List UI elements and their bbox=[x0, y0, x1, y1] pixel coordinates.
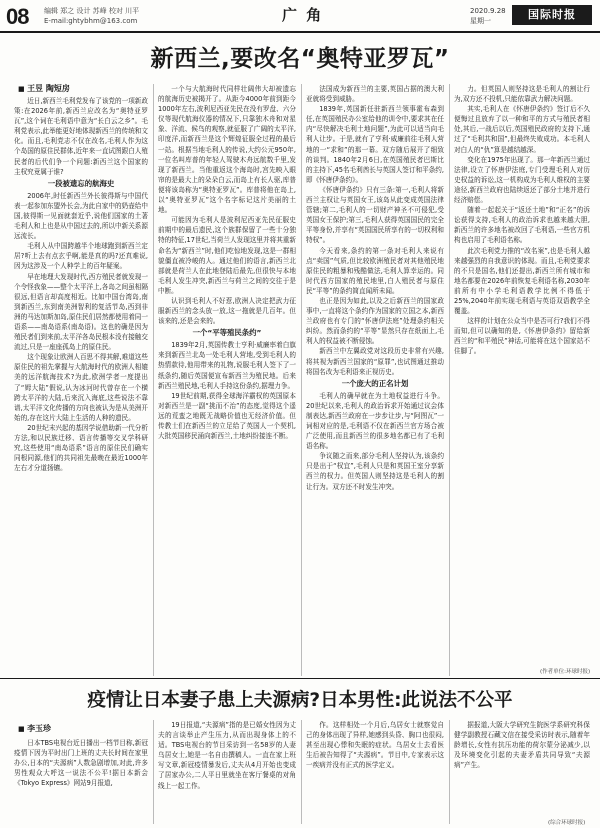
paragraph: 《怀唐伊条约》只有三条:第一,毛利人将新西兰主权让与英国女王,该岛从此变成英国法律管辖;第二,毛利人的一切财产神圣不可侵犯,受英国女王保护;第三,毛利人获得英国国民的完全平等身份,并享有“英国国民所享有的一切权利和特权”。 bbox=[306, 185, 444, 245]
paragraph: 近日,新西兰毛利党发布了该党的一项新政策:在2026年前,新西兰应改名为“奥特亚罗瓦”,这个词在毛利语中意为“长白云之乡”。毛利党表示,此举能更好地体现新西兰的传统和文化。而且,毛利党志不仅在改名,毛利人作为这个岛国的原住民群体,近年来一直试图跟白人殖民者的后代们争一个问题:新西兰这个国家的主权究竟属于谁? bbox=[14, 97, 148, 176]
article2-column-1 bbox=[14, 738, 148, 824]
date-line: 2020.9.28 bbox=[470, 7, 506, 15]
article1-column-2 bbox=[158, 84, 296, 676]
article1-credit: (作者单位:环球时报) bbox=[540, 669, 591, 675]
weekday-line: 星期一 bbox=[470, 17, 491, 25]
paragraph: 这样的计划在公众当中是否可行?我们不得而知,但可以确知的是,《怀唐伊条约》留给新西兰的“和平殖民”神话,可能将在这个国家站不住脚了。 bbox=[454, 317, 590, 356]
column-divider bbox=[301, 720, 302, 824]
paragraph: 其实,毛利人在《怀唐伊条约》签订后不久便悔过且放弃了以一种和平的方式与殖民者相处,其后,一战后以后,英国殖民政府的支持下,通过了“毛利共和国”,但最终失败成功。本毛利人对白人的“仇”算是越结越深。 bbox=[454, 105, 590, 154]
paragraph: 毛利人从中国跨越半个地球跑到新西兰定居?听上去有点玄乎啊,能是真的吗?还真难说,因为这涉及一个人种学上的百年疑案。 bbox=[14, 242, 148, 271]
paragraph: 20世纪末兴起的基因学说借助新一代分析方法,和以民族迁移、语言传播等交叉学科研究,这些使用“南岛语系”语言的原住民们确实同根同源,他们的共同祖先最晚在最近1000年左右才分道扬镳。 bbox=[14, 423, 148, 473]
subheading: 一个“平等殖民条约” bbox=[192, 328, 262, 338]
paragraph: 据报道,大阪大学研究生院医学系研究科保健学副教授石藏文信在接受采访时表示,随着年龄增长,女性有抗压功能的荷尔蒙分泌减少,以及环境变化引起的夫妻矛盾共同导致“夫源病”产生。 bbox=[454, 721, 590, 770]
paragraph: 随着一起起关于“返还土地”和“正名”的诉讼获得支持,毛利人的政治诉求也越来越大胆,新西兰的许多地名被改回了毛利语,一些官方机构也启用了毛利语名称。 bbox=[454, 206, 590, 245]
article1-column-1 bbox=[14, 96, 148, 676]
paragraph: 毛利人的确早就在为土地权益进行斗争。20世纪以来,毛利人的政治诉求开始通过议会体制表达,新西兰政府在一步步让步,与“阿图瓦”一词相对应的是,毛利语不仅在新西兰官方场合被广泛使用,而且新西兰的很多地名都已有了毛利语名称。 bbox=[306, 391, 444, 451]
paragraph: 今天看来,条约的第一条对毛利人来说有点“卖国”气质,但比较欧洲殖民者对其他殖民地原住民的粗暴和残酷做法,毛利人算幸运的。同时代西方国家的殖民地里,白人殖民者与原住民“平等”的条约简直闻所未闻。 bbox=[306, 246, 444, 295]
article2-column-4 bbox=[454, 720, 590, 816]
column-divider bbox=[153, 720, 154, 824]
paragraph: 法国成为新西兰的主要,英国占据的澳大利亚就将受到威胁。 bbox=[306, 85, 444, 104]
newspaper-logo: 国际时报 bbox=[512, 5, 592, 25]
paragraph: 争议随之而来,部分毛利人坚持认为,该条约只是出于“权宜”,毛利人只是和英国王室分享新西兰的权力。但英国人则坚持这是毛利人的割让行为。双方还不时发生冲突。 bbox=[306, 452, 444, 491]
paragraph: 变化在1975年出现了。那一年新西兰通过法律,设立了怀唐伊法庭,专门受理毛利人对历史权益的诉讼,这一机构成为毛利人维权的主要途径,新西兰政府也陆续返还了部分土地并进行经济赔偿。 bbox=[454, 155, 590, 205]
article2-byline: ■ 李玉珍 bbox=[18, 723, 51, 734]
article2-column-2 bbox=[158, 720, 296, 824]
article2-credit: (综合环球时报) bbox=[548, 820, 586, 826]
editor-info bbox=[44, 6, 139, 26]
editor-line: 编辑 郑之 设计 苏峰 校对 川平 bbox=[44, 7, 140, 15]
column-divider bbox=[449, 84, 450, 676]
subheading: 一段被遗忘的航海史 bbox=[47, 178, 115, 188]
paragraph: 19日报道,“夫源病”指的是已婚女性因为丈夫的言谈举止产生压力,从而出现身体上的不适。TBS电视台的节目采访到一名58岁的人妻乌居女士,她是一名自由撰稿人。一直在家上班写文章,新冠疫情暴发后,丈夫从4月开始也变成了居家办公,二人平日里就坐在客厅餐桌的对角线上一起工作。 bbox=[158, 721, 296, 790]
paragraph: 19世纪前期,获得全球海洋霸权的英国原本对新西兰是一副“挑而不治”的态度,觉得这个遥远的荒蛮之地既无战略价值也无经济价值。但传教士们在新西兰的立足给了英国人一个契机,大批英国移民涌向新西兰,土地纠纷接连不断。 bbox=[158, 391, 296, 441]
article1-column-4 bbox=[454, 84, 590, 666]
page-header bbox=[0, 0, 600, 34]
paragraph: 认识到毛利人不好惹,欧洲人决定把武力征服新西兰的念头放一放,这一拖就是几百年。但该来的,还是会来的。 bbox=[158, 296, 296, 326]
column-divider bbox=[449, 720, 450, 824]
paragraph: 1839年,英国新任驻新西兰领事霍布森到任,在英国殖民办公室给他的训令中,要求其在任内“尽快解决毛利土地问题”,为此可以适当向毛利人让步。于是,就有了亨利·威廉前往毛利人营地的一“求和”的那一幕。双方随后展开了细致的谈判。1840年2月6日,在英国殖民者巴斯比的主持下,45名毛利酋长与英国人签订和平条约,即《怀唐伊条约》。 bbox=[306, 105, 444, 184]
paragraph: 早在地理大发现时代,西方殖民者就发现一个令怪我象——整个太平洋上,各岛之间虽相隔很远,但语言却高度相近。比如中国台湾岛,南到新西兰,东到南美洲智利的复活节岛,西到非洲的马达加斯加岛,原住民们居然都使用着同一语系——南岛语系(南岛语)。这也的确是因为殖民者们到来前,太平洋各岛民根本没有接触交流过,只是一座座孤岛上的原住民。 bbox=[14, 272, 148, 352]
article2-column-3 bbox=[306, 720, 444, 824]
paragraph: 一个与大航海时代同样壮阔伟大却被遗忘的航海历史被揭开了。从距今4000年前到距今1000年左右,波利尼西亚先民在没有罗盘、六分仪等现代航海仪器的情况下,只靠独木舟和对星象、洋流、候鸟的观察,就征服了广阔的太平洋,印度洋,而新西兰是这个辉煌征服全过程的最后一站。根据当地毛利人的传说,大约公元950年,一位名叫库普的年轻人驾驶木舟远航数千里,发现了新西兰。当他重返这个海岛时,宫先映入眼帘的是最大上的朵朵白云,而岛上有长人驱,库普便将该岛称为“奥特亚罗瓦”。库普将他在岛上,以“奥特亚罗瓦”这个名字标记这片美丽的土地。 bbox=[158, 85, 296, 215]
column-divider bbox=[301, 84, 302, 676]
article2-headline: 疫情让日本妻子患上夫源病?日本男性:此说法不公平 bbox=[87, 690, 513, 711]
email-line: E-mail:ghtybhm@163.com bbox=[44, 17, 138, 25]
paragraph: 力。但英国人则坚持这是毛利人的割让行为,双方还不投机,只能依靠武力解决问题。 bbox=[454, 85, 590, 104]
section-divider bbox=[0, 678, 600, 679]
paragraph: 新西兰中左翼政党对这段历史非常有兴趣,将其视为新西兰国家的“原罪”,也试图通过推动将国名改为毛利语来正视历史。 bbox=[306, 347, 444, 376]
paragraph: 可能因为毛利人是波利尼西亚先民征服史前期中的最后遗民,这个族群保留了一些十分独特的特征,17世纪,当荷兰人发现这里并将其重新命名为“新西兰”时,他们吃惊地发现,这是一群相貌僵直被冷峻的人。通过他们的语言,新西兰北部就是荷兰人在此地登陆后最先,但很快与本地毛利人发生冲突,新西兰与荷兰之间的交往于是中断。 bbox=[158, 216, 296, 295]
article1-byline: ■ 王昱 陶短房 bbox=[18, 83, 70, 94]
paragraph: 这个现象让欧洲人百思不得其解,难道这些原住民的祖先掌握与大航海时代的欧洲人相媲美的远洋航海技术?为此,欧洲学者一度提出了“姆大陆”假说,认为冰河时代曾存在一个横跨太平洋的大陆,后来沉入海底,这些说法不靠谱,太平洋文化传播的方向也被认为是从美洲开始的,存在这片大陆上生活的人种的遗民。 bbox=[14, 353, 148, 422]
paragraph: 此次毛利党力推的“改名案”,也是毛利人越来越强烈的自我意识的体现。而且,毛利党要求的不只是国名,他们还提出,新西兰所有城市和地名都要在2026年前恢复毛利语名称,2030年前所有中小学毛利语教学比例不得低于25%,2040年前实现毛利语与英语双语教学全覆盖。 bbox=[454, 246, 590, 316]
header-rule bbox=[0, 31, 600, 33]
paragraph: 日本TBS电视台近日播出一档节目称,新冠疫情下因为平时出门上班的丈夫长时间在家里办公,日本的“夫源病”人数急剧增加,对此,许多男性观众大呼这一说法不公平!据日本新会《Tokyo Express》网站9月报道, bbox=[14, 739, 148, 788]
subheading: 一个庞大的正名计划 bbox=[341, 378, 409, 388]
issue-date bbox=[470, 6, 506, 26]
section-title: 广 角 bbox=[282, 6, 324, 24]
article1-column-3 bbox=[306, 84, 444, 676]
paragraph: 也正是因为如此,以及之后新西兰的国家政事中,一直将这个条约作为国家的立国之本,新西兰政府也有专门的“怀唐伊法庭”处理条约相关纠纷。然而条约的“平等”显然只存在纸面上,毛利人的权益被不断侵蚀。 bbox=[306, 296, 444, 346]
page-number: 08 bbox=[6, 4, 29, 29]
paragraph: 2006年,时任新西兰外长彼得斯与中国代表一起参加东盟外长会,为此自家中的奶壶给中国,彼得斯一见面就套近乎,说他们国家的土著毛利人和上也是从中国过去的,所以中新关系源远流长。 bbox=[14, 191, 148, 241]
paragraph: 1839年2月,英国传教士亨利·威廉率着白旗来到新西兰北岛一处毛利人营地,受到毛利人的热情款待,他用带来的礼物,说服毛利人签下了一纸条约,随后英国便宣布新西兰为殖民地。后来新西兰殖民地,毛利人手持这份条约,据理力争。 bbox=[158, 341, 296, 390]
paragraph: 作。这样相处一个月后,乌居女士就察觉自己的身体出现了异样,她感到头昏、胸口也很闷,甚至出现心悸和失眠的症状。乌居女士去看医生后被告知得了“夫源病”。节目中,专家表示这一疾病并没有正式的医学定义。 bbox=[306, 721, 444, 770]
article1-headline: 新西兰,要改名“奥特亚罗瓦” bbox=[150, 46, 450, 72]
column-divider bbox=[153, 84, 154, 676]
